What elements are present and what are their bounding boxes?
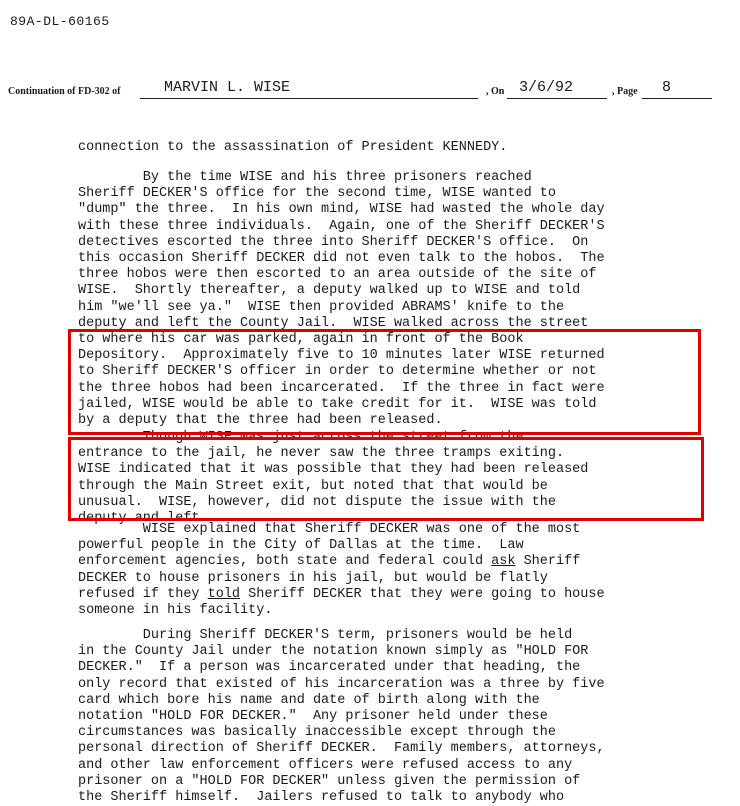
underlined-told: told: [207, 586, 241, 602]
paragraph-3-part-a: WISE explained that Sheriff DECKER was one of the most powerful people in the City of Dallas at the time. Law enforcement agencies, both state and federal could: [78, 522, 581, 570]
highlight-box-1: [68, 329, 701, 435]
file-number: 89A-DL-60165: [10, 14, 110, 29]
paragraph-3-part-c: Sheriff DECKER that they were going to house someone in his facility.: [78, 586, 605, 619]
continuation-label: Continuation of FD-302 of: [8, 86, 121, 97]
paragraph-3: [78, 522, 718, 619]
paragraph-1: By the time WISE and his three prisoners reached Sheriff DECKER'S office for the second time, WISE wanted to "dump" the three. In his own mind, WISE had wasted the whole day with these three individuals. Again, one of the Sheriff DECKER'S detectives escorted the three into Sheriff DECKER'S office. On this occasion Sheriff DECKER did not even talk to the hobos. The three hobos were then escorted to an area outside of the site of WISE. Shortly thereafter, a deputy walked up to WISE and told him "we'll see ya." WISE then provided ABRAMS' knife to the deputy and left the County Jail. WISE walked across the street to where his car was parked, again in front of the Book Depository. Approximately five to 10 minutes later WISE returned to Sheriff DECKER'S officer in order to determine whether or not the three hobos had been incarcerated. If the three in fact were jailed, WISE would be able to take credit for it. WISE was told by a deputy that the three had been released.: [78, 170, 605, 429]
page-number: 8: [642, 78, 712, 99]
underlined-ask: ask: [491, 554, 516, 570]
paragraph-2: Though WISE was just across the street from the entrance to the jail, he never saw the three tramps exiting. WISE indicated that it was possible that they had been released through the Main Street exit, but noted that that would be unusual. WISE, however, did not dispute the issue with the deputy and left.: [78, 430, 589, 527]
interview-date: 3/6/92: [507, 78, 607, 99]
paragraph-3-part-b: Sheriff DECKER to house prisoners in his jail, but would be flatly refused if they: [78, 554, 581, 602]
paragraph-0: connection to the assassination of President KENNEDY.: [78, 140, 508, 155]
on-label: , On: [486, 86, 505, 97]
page-label: , Page: [612, 86, 638, 97]
subject-name: MARVIN L. WISE: [140, 78, 478, 99]
paragraph-4: During Sheriff DECKER'S term, prisoners would be held in the County Jail under the notation known simply as "HOLD FOR DECKER." If a person was incarcerated under that heading, the only record that existed of his incarceration was a three by five card which bore his name and date of birth along with the notation "HOLD FOR DECKER." Any prisoner held under these circumstances was basically inaccessible except through the personal direction of Sheriff DECKER. Family members, attorneys, and other law enforcement officers were refused access to any prisoner on a "HOLD FOR DECKER" unless given the permission of the Sheriff himself. Jailers refused to talk to anybody who: [78, 628, 605, 806]
highlight-box-2: [68, 437, 704, 521]
